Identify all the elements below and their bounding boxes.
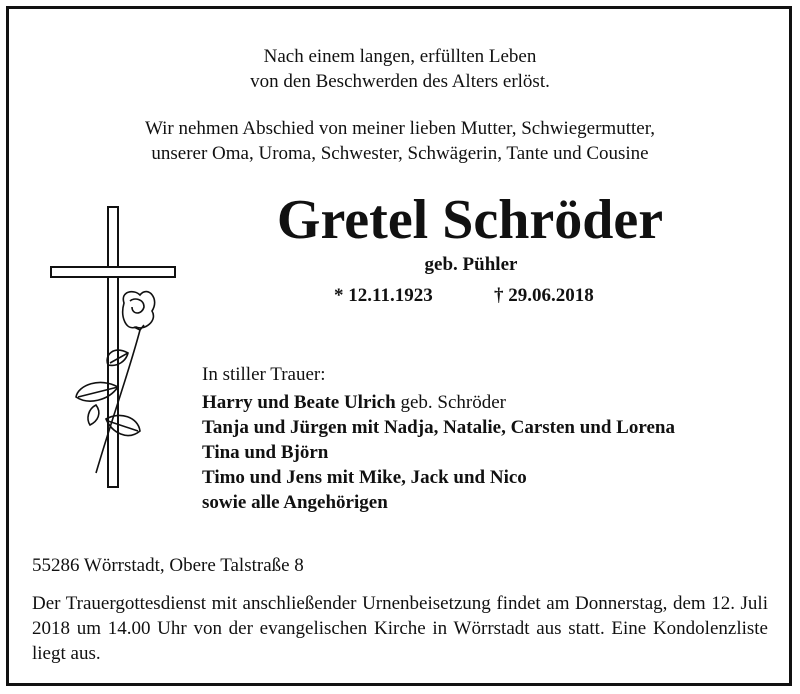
mourner-line-1 (202, 390, 675, 415)
birth-name: geb. Pühler (424, 254, 518, 275)
farewell-line-1: Wir nehmen Abschied von meiner lieben Mutter, Schwiegermutter, (144, 118, 656, 139)
mourner-line-3: Tina und Björn (202, 442, 329, 463)
family-address: 55286 Wörrstadt, Obere Talstraße 8 (32, 555, 304, 576)
mourners-list (202, 362, 675, 515)
service-announcement: Der Trauergottesdienst mit anschließender Urnenbeisetzung findet am Donnerstag, dem 12. Juli 2018 um 14.00 Uhr von der evangelischen Kirche in Wörrstadt aus statt. Eine Kondolenzliste liegt aus. (32, 593, 768, 664)
farewell-text (0, 116, 800, 166)
farewell-line-2: unserer Oma, Uroma, Schwester, Schwägerin, Tante und Cousine (151, 143, 649, 164)
mourner-line-1-nee: geb. Schröder (395, 392, 506, 413)
mourner-line-2: Tanja und Jürgen mit Nadja, Natalie, Carsten und Lorena (202, 417, 675, 438)
mourner-line-5: sowie alle Angehörigen (202, 492, 388, 513)
intro-line-1: Nach einem langen, erfüllten Leben (263, 46, 537, 67)
birth-date: * 12.11.1923 (334, 285, 433, 306)
mourner-line-1-name: Harry und Beate Ulrich (202, 392, 396, 413)
mourner-line-4: Timo und Jens mit Mike, Jack und Nico (202, 467, 527, 488)
intro-line-2: von den Beschwerden des Alters erlöst. (250, 71, 550, 92)
mourners-heading: In stiller Trauer: (202, 364, 326, 385)
intro-text (0, 44, 800, 94)
death-date: † 29.06.2018 (494, 285, 594, 306)
cross-with-rose-icon (48, 205, 178, 495)
deceased-name: Gretel Schröder (276, 189, 664, 251)
